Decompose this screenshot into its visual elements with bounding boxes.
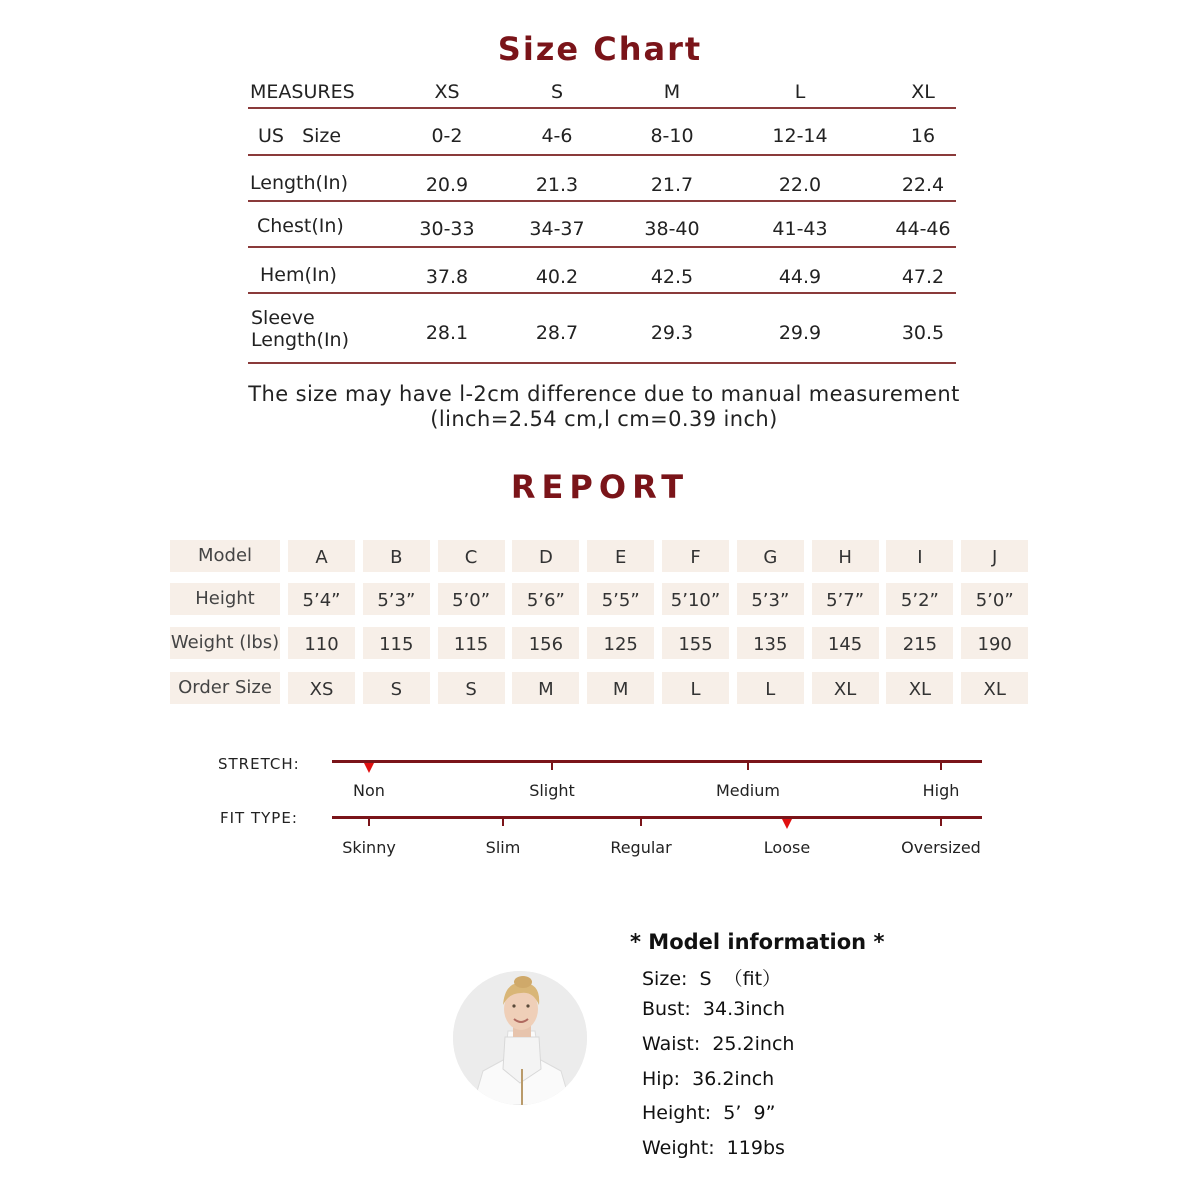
- row-label-line: Sleeve: [251, 307, 315, 329]
- report-cell-height: 5’6”: [512, 583, 579, 615]
- report-cell-model: C: [438, 540, 505, 572]
- size-header-m: M: [663, 81, 681, 103]
- stretch-option: Non: [353, 781, 385, 800]
- row-label-hem: Hem(In): [260, 264, 337, 286]
- cell: 30.5: [901, 322, 945, 344]
- report-cell-order-size: M: [512, 672, 579, 704]
- fit-type-option: Oversized: [901, 838, 981, 857]
- cell: 34-37: [529, 218, 585, 240]
- stretch-tick: [940, 762, 942, 770]
- model-info-weight: Weight: 119bs: [642, 1137, 785, 1159]
- table-row: [248, 248, 956, 294]
- cell: 22.0: [778, 174, 822, 196]
- row-label-line: Length(In): [251, 329, 350, 351]
- cell: 42.5: [650, 266, 694, 288]
- cell: 22.4: [901, 174, 945, 196]
- report-cell-model: B: [363, 540, 430, 572]
- report-cell-model: G: [737, 540, 804, 572]
- fit-type-tick: [502, 818, 504, 826]
- fit-type-option: Regular: [610, 838, 672, 857]
- stretch-option: Medium: [716, 781, 780, 800]
- cell: 29.9: [778, 322, 822, 344]
- fit-type-tick: [640, 818, 642, 826]
- cell: 21.3: [535, 174, 579, 196]
- report-cell-weight: 155: [662, 627, 729, 659]
- report-row-label-weight: Weight (lbs): [170, 627, 280, 659]
- report-cell-weight: 125: [587, 627, 654, 659]
- report-cell-height: 5’3”: [737, 583, 804, 615]
- report-cell-weight: 215: [886, 627, 953, 659]
- size-chart-table: [248, 75, 956, 364]
- report-cell-order-size: XL: [812, 672, 879, 704]
- report-cell-order-size: L: [737, 672, 804, 704]
- report-cell-order-size: L: [662, 672, 729, 704]
- report-row-label-order-size: Order Size: [170, 672, 280, 704]
- model-info-size: Size: S （fit）: [642, 968, 782, 990]
- report-cell-model: H: [812, 540, 879, 572]
- stretch-tick: [551, 762, 553, 770]
- table-row: [248, 109, 956, 156]
- report-cell-height: 5’7”: [812, 583, 879, 615]
- cell: 41-43: [772, 218, 828, 240]
- model-info-heading: * Model information *: [630, 930, 885, 954]
- row-label-length: Length(In): [250, 172, 349, 194]
- report-cell-model: D: [512, 540, 579, 572]
- report-cell-order-size: M: [587, 672, 654, 704]
- report-cell-weight: 135: [737, 627, 804, 659]
- cell: 4-6: [541, 125, 573, 147]
- row-label-chest: Chest(In): [257, 215, 344, 237]
- stretch-option: High: [922, 781, 960, 800]
- model-avatar: [453, 971, 587, 1105]
- report-cell-height: 5’3”: [363, 583, 430, 615]
- size-chart-header-row: [248, 75, 956, 109]
- cell: 21.7: [650, 174, 694, 196]
- report-cell-weight: 115: [438, 627, 505, 659]
- cell: 37.8: [425, 266, 469, 288]
- fit-type-tick: [368, 818, 370, 826]
- report-cell-height: 5’0”: [961, 583, 1028, 615]
- report-cell-height: 5’10”: [662, 583, 729, 615]
- report-cell-height: 5’0”: [438, 583, 505, 615]
- report-cell-height: 5’4”: [288, 583, 355, 615]
- report-cell-order-size: S: [438, 672, 505, 704]
- report-cell-order-size: XS: [288, 672, 355, 704]
- measurement-note: [0, 382, 1200, 432]
- report-cell-model: J: [961, 540, 1028, 572]
- fit-type-scale-line: [332, 816, 982, 819]
- cell: 28.7: [535, 322, 579, 344]
- cell: 30-33: [419, 218, 475, 240]
- report-cell-order-size: S: [363, 672, 430, 704]
- table-row: [248, 294, 956, 364]
- model-info-bust: Bust: 34.3inch: [642, 998, 786, 1020]
- cell: 44.9: [778, 266, 822, 288]
- measures-header: MEASURES: [250, 81, 355, 103]
- size-header-xl: XL: [911, 81, 935, 103]
- model-info-height: Height: 5’ 9”: [642, 1102, 776, 1124]
- cell: 20.9: [425, 174, 469, 196]
- report-cell-weight: 115: [363, 627, 430, 659]
- cell: 29.3: [650, 322, 694, 344]
- model-info-waist: Waist: 25.2inch: [642, 1033, 795, 1055]
- report-cell-weight: 145: [812, 627, 879, 659]
- report-cell-weight: 110: [288, 627, 355, 659]
- size-header-l: L: [794, 81, 806, 103]
- report-row-label-height: Height: [170, 583, 280, 615]
- stretch-option: Slight: [529, 781, 575, 800]
- selected-marker-icon: [782, 819, 792, 829]
- report-cell-model: F: [662, 540, 729, 572]
- fit-type-tick: [940, 818, 942, 826]
- model-info-hip: Hip: 36.2inch: [642, 1068, 775, 1090]
- size-header-xs: XS: [434, 81, 460, 103]
- report-title: REPORT: [510, 468, 690, 506]
- report-cell-order-size: XL: [961, 672, 1028, 704]
- fit-type-label: FIT TYPE:: [220, 809, 298, 827]
- report-cell-weight: 190: [961, 627, 1028, 659]
- cell: 16: [910, 125, 936, 147]
- row-label-us-size: US Size: [258, 125, 342, 147]
- report-cell-model: A: [288, 540, 355, 572]
- report-row-label-model: Model: [170, 540, 280, 572]
- cell: 0-2: [431, 125, 463, 147]
- fit-type-option: Skinny: [342, 838, 396, 857]
- selected-marker-icon: [364, 763, 374, 773]
- table-row: [248, 156, 956, 202]
- report-cell-weight: 156: [512, 627, 579, 659]
- cell: 28.1: [425, 322, 469, 344]
- cell: 38-40: [644, 218, 700, 240]
- stretch-label: STRETCH:: [218, 755, 300, 773]
- report-cell-model: I: [886, 540, 953, 572]
- note-line-2: (linch=2.54 cm,l cm=0.39 inch): [430, 407, 778, 431]
- cell: 8-10: [650, 125, 694, 147]
- fit-type-option: Slim: [485, 838, 521, 857]
- cell: 44-46: [895, 218, 951, 240]
- size-header-s: S: [550, 81, 564, 103]
- report-cell-model: E: [587, 540, 654, 572]
- fit-type-option: Loose: [763, 838, 811, 857]
- report-cell-height: 5’2”: [886, 583, 953, 615]
- report-cell-order-size: XL: [886, 672, 953, 704]
- stretch-tick: [747, 762, 749, 770]
- report-cell-height: 5’5”: [587, 583, 654, 615]
- note-line-1: The size may have l-2cm difference due to manual measurement: [248, 382, 960, 406]
- cell: 47.2: [901, 266, 945, 288]
- size-chart-title: Size Chart: [497, 30, 703, 68]
- table-row: [248, 202, 956, 248]
- cell: 12-14: [772, 125, 828, 147]
- row-label-sleeve-length: [251, 307, 349, 351]
- stretch-scale-line: [332, 760, 982, 763]
- cell: 40.2: [535, 266, 579, 288]
